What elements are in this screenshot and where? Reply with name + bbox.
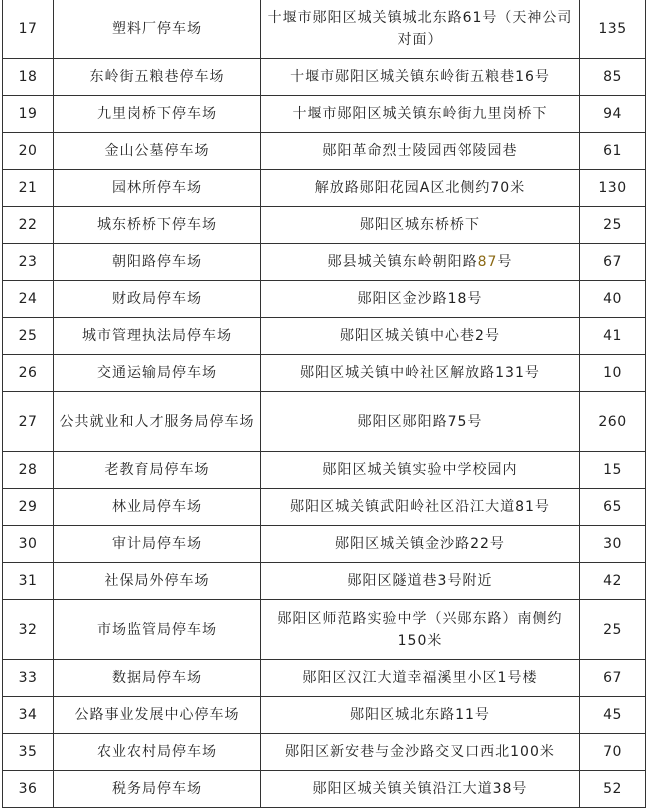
- table-row: [3, 600, 646, 660]
- parking-lot-address: 郧阳区新安巷与金沙路交叉口西北100米: [261, 734, 580, 771]
- row-number: 26: [3, 355, 54, 392]
- parking-space-count: 85: [580, 59, 646, 96]
- parking-space-count: 10: [580, 355, 646, 392]
- parking-lot-address: 郧阳区金沙路18号: [261, 281, 580, 318]
- row-number: 22: [3, 207, 54, 244]
- parking-space-count: 25: [580, 207, 646, 244]
- row-number: 25: [3, 318, 54, 355]
- parking-lot-name: 财政局停车场: [54, 281, 261, 318]
- parking-lot-name: 城东桥桥下停车场: [54, 207, 261, 244]
- row-number: 19: [3, 96, 54, 133]
- parking-lot-name: 朝阳路停车场: [54, 244, 261, 281]
- table-row: [3, 318, 646, 355]
- table-row: [3, 96, 646, 133]
- row-number: 33: [3, 660, 54, 697]
- table-row: [3, 170, 646, 207]
- parking-lot-address: 郧阳区汉江大道幸福溪里小区1号楼: [261, 660, 580, 697]
- parking-lot-address: 郧阳区城关镇中岭社区解放路131号: [261, 355, 580, 392]
- parking-lot-name: 老教育局停车场: [54, 452, 261, 489]
- row-number: 17: [3, 0, 54, 59]
- parking-space-count: 42: [580, 563, 646, 600]
- parking-lot-name: 公共就业和人才服务局停车场: [54, 392, 261, 452]
- parking-lot-name: 林业局停车场: [54, 489, 261, 526]
- row-number: 18: [3, 59, 54, 96]
- table-row: [3, 452, 646, 489]
- row-number: 20: [3, 133, 54, 170]
- row-number: 27: [3, 392, 54, 452]
- table-row: [3, 133, 646, 170]
- parking-lot-address: 十堰市郧阳区城关镇东岭街九里岗桥下: [261, 96, 580, 133]
- parking-lot-name: 农业农村局停车场: [54, 734, 261, 771]
- parking-space-count: 130: [580, 170, 646, 207]
- parking-space-count: 40: [580, 281, 646, 318]
- parking-lot-name: 交通运输局停车场: [54, 355, 261, 392]
- row-number: 28: [3, 452, 54, 489]
- parking-space-count: 15: [580, 452, 646, 489]
- parking-space-count: 41: [580, 318, 646, 355]
- parking-lot-name: 社保局外停车场: [54, 563, 261, 600]
- parking-lot-address: 解放路郧阳花园A区北侧约70米: [261, 170, 580, 207]
- parking-space-count: 25: [580, 600, 646, 660]
- parking-lot-address: 郧阳区城关镇中心巷2号: [261, 318, 580, 355]
- parking-space-count: 65: [580, 489, 646, 526]
- parking-space-count: 135: [580, 0, 646, 59]
- table-row: [3, 489, 646, 526]
- parking-lot-name: 九里岗桥下停车场: [54, 96, 261, 133]
- row-number: 29: [3, 489, 54, 526]
- parking-lot-name: 东岭街五粮巷停车场: [54, 59, 261, 96]
- table-row: [3, 59, 646, 96]
- parking-lot-name: 塑料厂停车场: [54, 0, 261, 59]
- row-number: 31: [3, 563, 54, 600]
- address-house-number: 87: [477, 254, 498, 270]
- table-row: [3, 355, 646, 392]
- parking-space-count: 67: [580, 244, 646, 281]
- parking-lot-name: 审计局停车场: [54, 526, 261, 563]
- parking-lot-address: 郧阳区师范路实验中学（兴郧东路）南侧约150米: [261, 600, 580, 660]
- table-row: [3, 526, 646, 563]
- table-row: [3, 563, 646, 600]
- row-number: 23: [3, 244, 54, 281]
- parking-space-count: 61: [580, 133, 646, 170]
- parking-lot-name: 市场监管局停车场: [54, 600, 261, 660]
- parking-lot-address: 郧阳区城东桥桥下: [261, 207, 580, 244]
- row-number: 24: [3, 281, 54, 318]
- table-row: [3, 697, 646, 734]
- table-row: [3, 207, 646, 244]
- parking-lot-name: 金山公墓停车场: [54, 133, 261, 170]
- parking-lot-address: 郧阳区城关镇实验中学校园内: [261, 452, 580, 489]
- parking-lot-address: [261, 244, 580, 281]
- row-number: 34: [3, 697, 54, 734]
- parking-lot-address: 郧阳革命烈士陵园西邻陵园巷: [261, 133, 580, 170]
- table-row: [3, 392, 646, 452]
- table-row: [3, 281, 646, 318]
- table-row: [3, 244, 646, 281]
- row-number: 32: [3, 600, 54, 660]
- parking-space-count: 30: [580, 526, 646, 563]
- row-number: 35: [3, 734, 54, 771]
- parking-space-count: 260: [580, 392, 646, 452]
- table-row: [3, 771, 646, 808]
- row-number: 30: [3, 526, 54, 563]
- parking-space-count: 45: [580, 697, 646, 734]
- parking-space-count: 67: [580, 660, 646, 697]
- parking-lot-name: 公路事业发展中心停车场: [54, 697, 261, 734]
- parking-space-count: 52: [580, 771, 646, 808]
- parking-lot-address: 郧阳区隧道巷3号附近: [261, 563, 580, 600]
- parking-lot-name: 税务局停车场: [54, 771, 261, 808]
- address-suffix: 号: [497, 254, 513, 270]
- row-number: 21: [3, 170, 54, 207]
- table-row: [3, 734, 646, 771]
- parking-lot-address: 十堰市郧阳区城关镇东岭街五粮巷16号: [261, 59, 580, 96]
- parking-space-count: 94: [580, 96, 646, 133]
- parking-lot-name: 城市管理执法局停车场: [54, 318, 261, 355]
- parking-lot-address: 郧阳区城北东路11号: [261, 697, 580, 734]
- parking-lot-address: 郧阳区城关镇武阳岭社区沿江大道81号: [261, 489, 580, 526]
- table-row: [3, 0, 646, 59]
- parking-lot-table: [2, 0, 646, 808]
- address-text: 郧县城关镇东岭朝阳路: [327, 254, 478, 270]
- parking-space-count: 70: [580, 734, 646, 771]
- parking-lot-address: 郧阳区城关镇关镇沿江大道38号: [261, 771, 580, 808]
- parking-lot-address: 郧阳区郧阳路75号: [261, 392, 580, 452]
- row-number: 36: [3, 771, 54, 808]
- parking-lot-address: 郧阳区城关镇金沙路22号: [261, 526, 580, 563]
- parking-lot-address: 十堰市郧阳区城关镇城北东路61号（天神公司对面）: [261, 0, 580, 59]
- table-row: [3, 660, 646, 697]
- parking-lot-name: 园林所停车场: [54, 170, 261, 207]
- parking-lot-name: 数据局停车场: [54, 660, 261, 697]
